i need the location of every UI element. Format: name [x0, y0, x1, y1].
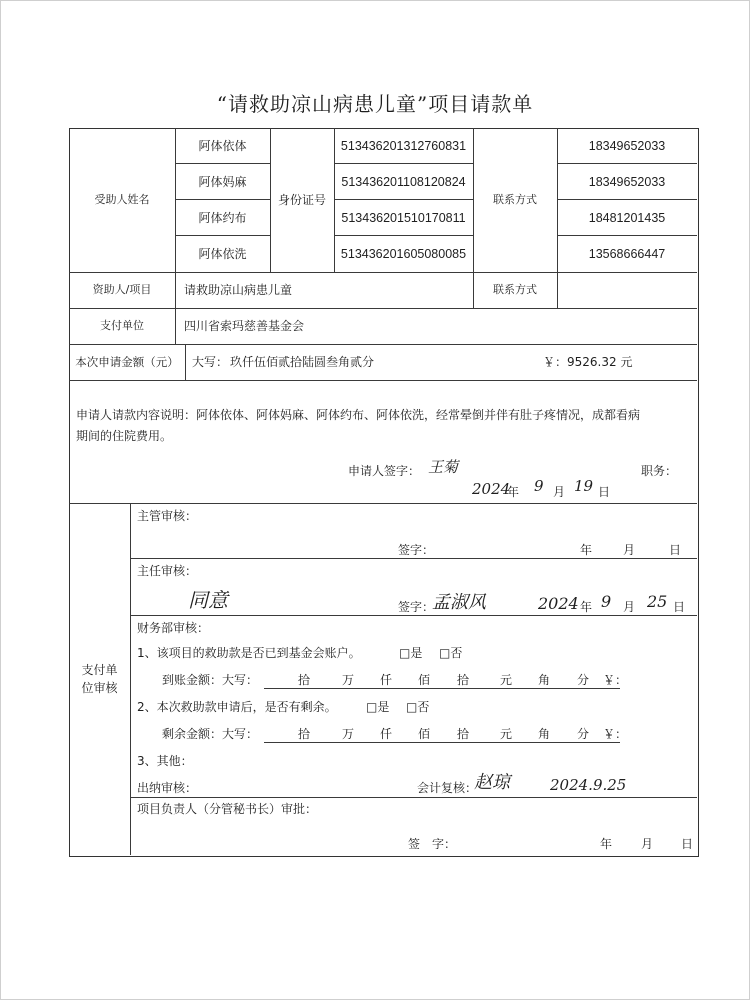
phone-number: 18349652033: [588, 139, 666, 153]
explanation-line: 申请人请款内容说明：阿体依体、阿体妈麻、阿体约布、阿体依洗，经常晕倒并伴有肚子疼情况，成都看病: [76, 408, 641, 422]
amount-unit: 拾: [457, 727, 470, 741]
director-month: 月: [623, 600, 636, 614]
remaining-amount-line: [264, 742, 620, 743]
amount-upper-label: 大写：: [192, 355, 229, 369]
applicant-day-char: 日: [598, 485, 611, 499]
arrived-amount-line: [264, 688, 620, 689]
recipient-name: 阿体妈麻: [198, 175, 247, 189]
applicant-date-month: 9: [534, 477, 544, 495]
accountant-label: 会计复核：: [417, 781, 478, 795]
phone-number: 18481201435: [588, 211, 666, 225]
finance-q3: 3、其他：: [137, 754, 193, 768]
remaining-amount-label: 剩余金额：大写：: [162, 727, 259, 741]
director-day-value: 25: [647, 592, 668, 611]
amount-upper-value: 玖仟伍佰贰拾陆圆叁角贰分: [230, 355, 375, 369]
grid-line: [69, 503, 697, 504]
amount-unit: 拾: [298, 727, 311, 741]
finance-label: 财务部审核：: [137, 621, 210, 635]
grid-line: [69, 380, 697, 381]
grid-line: [175, 235, 270, 236]
sponsor-value: 请救助凉山病患儿童: [184, 283, 293, 297]
phone-number: 13568666447: [588, 247, 666, 261]
amount-unit: 万: [342, 673, 355, 687]
id-number-label: 身份证号: [277, 193, 326, 207]
grid-line: [175, 199, 270, 200]
amount-unit: 元: [500, 673, 513, 687]
finance-q1-no[interactable]: □否: [439, 646, 463, 660]
grid-line: [130, 503, 131, 855]
grid-line: [69, 344, 697, 345]
applicant-sign-label: 申请人签字：: [348, 464, 421, 478]
id-number: 513436201312760831: [340, 139, 467, 153]
recipient-name: 阿体依洗: [198, 247, 247, 261]
payer-value: 四川省索玛慈善基金会: [184, 319, 305, 333]
amount-unit: 万: [342, 727, 355, 741]
grid-line: [130, 558, 697, 559]
grid-line: [130, 615, 697, 616]
supervisor-year: 年: [580, 543, 593, 557]
phone-number: 18349652033: [588, 175, 666, 189]
grid-line: [334, 235, 473, 236]
supervisor-day: 日: [669, 543, 682, 557]
grid-line: [557, 235, 697, 236]
grid-line: [130, 797, 697, 798]
director-day: 日: [673, 600, 686, 614]
applicant-year-char: 年: [507, 485, 520, 499]
id-number: 513436201510170811: [341, 211, 466, 225]
project-lead-label: 项目负责人（分管秘书长）审批：: [137, 802, 318, 816]
amount-unit: 角: [538, 727, 551, 741]
supervisor-label: 主管审核：: [137, 509, 198, 523]
amount-unit: 角: [538, 673, 551, 687]
applicant-date-day: 19: [574, 477, 594, 495]
grid-line: [557, 163, 697, 164]
amount-unit: 分: [577, 673, 590, 687]
grid-line: [334, 163, 473, 164]
remaining-yen-label: ￥：: [603, 727, 628, 741]
arrived-yen-label: ￥：: [603, 673, 628, 687]
position-label: 职务：: [641, 464, 678, 478]
project-lead-month: 月: [641, 837, 654, 851]
finance-q2: 2、本次救助款申请后，是否有剩余。: [137, 700, 337, 714]
amount-value: ￥：9526.32 元: [543, 355, 633, 369]
supervisor-sign-label: 签字：: [398, 543, 435, 557]
payer-label: 支付单位: [100, 319, 144, 332]
review-unit-label: 位审核: [81, 681, 118, 695]
project-lead-year: 年: [600, 837, 613, 851]
amount-unit: 仟: [380, 727, 393, 741]
amount-unit: 拾: [457, 673, 470, 687]
director-signature: 孟淑风: [432, 592, 486, 613]
sponsor-contact-label: 联系方式: [493, 283, 537, 296]
director-year: 年: [580, 600, 593, 614]
amount-label: 本次申请金额（元）: [75, 355, 179, 369]
finance-q1: 1、该项目的救助款是否已到基金会账户。: [137, 646, 361, 660]
amount-unit: 仟: [380, 673, 393, 687]
director-label: 主任审核：: [137, 564, 198, 578]
review-unit-label: 支付单: [81, 663, 118, 677]
director-month-value: 9: [601, 592, 612, 611]
finance-q2-yes[interactable]: □是: [366, 700, 390, 714]
arrived-amount-label: 到账金额：大写：: [162, 673, 259, 687]
grid-line: [334, 199, 473, 200]
grid-line: [557, 199, 697, 200]
applicant-signature: 王菊: [428, 458, 459, 476]
amount-unit: 拾: [298, 673, 311, 687]
contact-label: 联系方式: [493, 193, 537, 206]
director-year-value: 2024: [538, 594, 579, 613]
amount-unit: 元: [500, 727, 513, 741]
recipient-name-label: 受助人姓名: [94, 193, 150, 206]
amount-unit: 佰: [418, 727, 431, 741]
director-opinion: 同意: [188, 588, 228, 612]
grid-line: [69, 272, 697, 273]
project-lead-day: 日: [681, 837, 694, 851]
sponsor-label: 资助人/项目: [92, 283, 152, 296]
accountant-date: 2024.9.25: [550, 776, 627, 794]
project-lead-sign-label: 签 字：: [408, 837, 457, 851]
recipient-name: 阿体约布: [198, 211, 247, 225]
amount-unit: 分: [577, 727, 590, 741]
applicant-date-year: 2024: [472, 480, 511, 498]
grid-line: [185, 344, 186, 380]
grid-line: [175, 163, 270, 164]
supervisor-month: 月: [623, 543, 636, 557]
amount-unit: 佰: [418, 673, 431, 687]
id-number: 513436201108120824: [341, 175, 466, 189]
id-number: 513436201605080085: [340, 247, 467, 261]
recipient-name: 阿体依体: [198, 139, 247, 153]
explanation-line: 期间的住院费用。: [76, 429, 173, 443]
finance-q2-no[interactable]: □否: [406, 700, 430, 714]
accountant-signature: 赵琼: [474, 772, 510, 793]
grid-line: [69, 308, 697, 309]
cashier-label: 出纳审核：: [137, 781, 198, 795]
director-sign-label: 签字：: [398, 600, 435, 614]
applicant-month-char: 月: [553, 485, 566, 499]
finance-q1-yes[interactable]: □是: [399, 646, 423, 660]
form-title: “请救助凉山病患儿童”项目请款单: [216, 92, 534, 116]
